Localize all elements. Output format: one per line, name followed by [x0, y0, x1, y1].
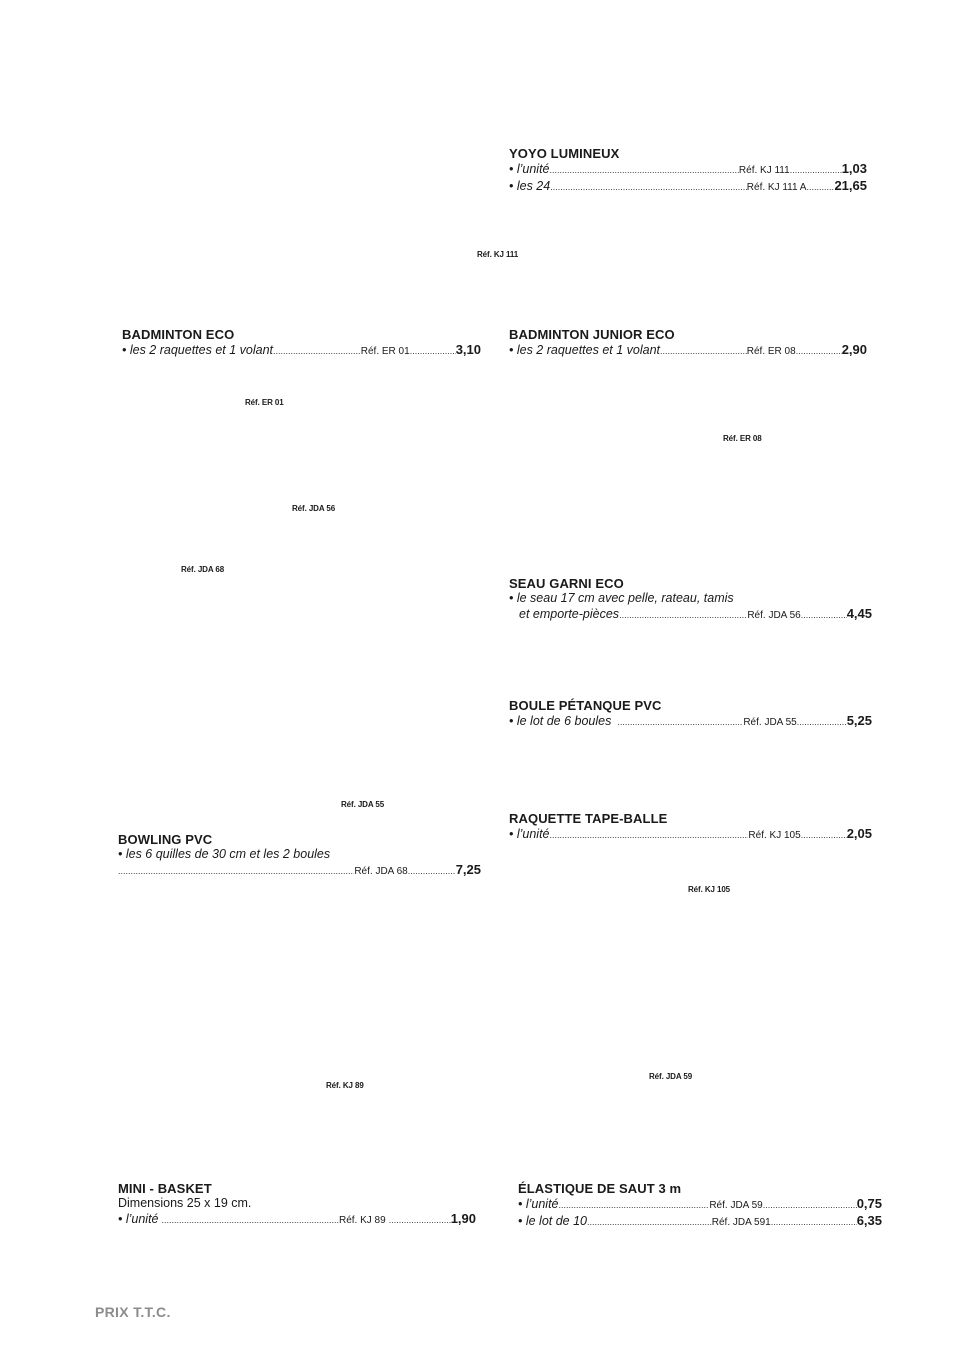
- line-ref: Réf. JDA 591: [711, 1217, 771, 1228]
- description-line: • le seau 17 cm avec pelle, rateau, tamis: [509, 591, 734, 605]
- line-ref: Réf. KJ 89: [338, 1215, 386, 1226]
- line-label: • l’unité: [518, 1197, 559, 1211]
- image-caption-er01: Réf. ER 01: [245, 398, 284, 407]
- line-price: 7,25: [455, 862, 481, 877]
- footer-price-note: PRIX T.T.C.: [95, 1304, 171, 1320]
- line-label: et emporte-pièces: [519, 607, 620, 621]
- image-caption-kj89: Réf. KJ 89: [326, 1081, 364, 1090]
- line-label: • les 2 raquettes et 1 volant: [509, 343, 660, 357]
- product-title: BADMINTON ECO: [122, 327, 235, 342]
- price-line: [118, 1211, 476, 1228]
- dot-leader: [162, 1213, 339, 1228]
- product-badminton-junior: [509, 327, 867, 359]
- dot-leader: [410, 344, 456, 359]
- product-basket: [118, 1181, 476, 1228]
- line-label: • l’unité: [509, 827, 550, 841]
- image-caption-er08: Réf. ER 08: [723, 434, 762, 443]
- line-ref: Réf. JDA 56: [747, 610, 801, 621]
- product-yoyo: [509, 146, 867, 195]
- dot-leader: [619, 608, 747, 623]
- price-line: [509, 161, 867, 178]
- product-seau: [509, 576, 872, 623]
- dot-leader: [408, 864, 456, 879]
- line-price: 0,75: [856, 1196, 882, 1211]
- dot-leader: [550, 828, 749, 843]
- price-line: [122, 342, 481, 359]
- dot-leader: [806, 180, 834, 195]
- line-price: 1,03: [841, 161, 867, 176]
- dot-leader: [790, 163, 842, 178]
- line-price: 5,25: [846, 713, 872, 728]
- price-line: [509, 713, 872, 730]
- line-ref: Réf. ER 01: [360, 346, 410, 357]
- dot-leader: [550, 180, 747, 195]
- dot-leader: [559, 1198, 710, 1213]
- line-price: 2,90: [841, 342, 867, 357]
- line-label: • les 2 raquettes et 1 volant: [122, 343, 273, 357]
- line-label: • l’unité: [118, 1212, 159, 1226]
- product-title: BOULE PÉTANQUE PVC: [509, 698, 662, 713]
- product-title: RAQUETTE TAPE-BALLE: [509, 811, 668, 826]
- line-price: 6,35: [856, 1213, 882, 1228]
- image-caption-kj105: Réf. KJ 105: [688, 885, 731, 894]
- product-elastique: [518, 1181, 882, 1230]
- line-ref: Réf. JDA 68: [354, 866, 408, 877]
- product-title: YOYO LUMINEUX: [509, 146, 620, 161]
- dot-leader: [587, 1215, 712, 1230]
- image-caption-jda55: Réf. JDA 55: [341, 800, 385, 809]
- dot-leader: [660, 344, 747, 359]
- line-ref: Réf. JDA 55: [743, 717, 797, 728]
- dot-leader: [771, 1215, 857, 1230]
- dot-leader: [389, 1213, 451, 1228]
- price-line: [509, 342, 867, 359]
- line-ref: Réf. ER 08: [746, 346, 796, 357]
- line-label: • l’unité: [509, 162, 550, 176]
- product-title: ÉLASTIQUE DE SAUT 3 m: [518, 1181, 682, 1196]
- line-ref: Réf. KJ 105: [748, 830, 801, 841]
- dot-leader: [801, 828, 847, 843]
- dot-leader: [118, 864, 354, 879]
- line-label: • les 24: [509, 179, 551, 193]
- line-label: • le lot de 10: [518, 1214, 588, 1228]
- product-subtitle: Dimensions 25 x 19 cm.: [118, 1196, 252, 1210]
- product-bowling: [118, 832, 481, 879]
- product-badminton-eco: [122, 327, 481, 359]
- image-caption-jda68: Réf. JDA 68: [181, 565, 225, 574]
- image-caption-jda59: Réf. JDA 59: [649, 1072, 693, 1081]
- line-ref: Réf. KJ 111 A: [746, 182, 807, 193]
- image-caption-jda56: Réf. JDA 56: [292, 504, 336, 513]
- dot-leader: [550, 163, 739, 178]
- line-price: 1,90: [450, 1211, 476, 1226]
- price-line: [518, 1196, 882, 1213]
- line-price: 4,45: [846, 606, 872, 621]
- image-caption-kj111: Réf. KJ 111: [477, 250, 519, 259]
- dot-leader: [796, 344, 842, 359]
- dot-leader: [273, 344, 361, 359]
- product-title: BOWLING PVC: [118, 832, 213, 847]
- line-price: 21,65: [834, 178, 867, 193]
- product-title: SEAU GARNI ECO: [509, 576, 624, 591]
- price-line: [518, 1213, 882, 1230]
- line-price: 2,05: [846, 826, 872, 841]
- product-title: MINI - BASKET: [118, 1181, 212, 1196]
- line-ref: Réf. KJ 111: [738, 165, 790, 176]
- dot-leader: [797, 715, 847, 730]
- dot-leader: [763, 1198, 857, 1213]
- dot-leader: [801, 608, 847, 623]
- description-line: • les 6 quilles de 30 cm et les 2 boules: [118, 847, 331, 861]
- price-line: [509, 826, 872, 843]
- product-petanque: [509, 698, 872, 730]
- line-price: 3,10: [455, 342, 481, 357]
- price-line: [118, 862, 481, 879]
- product-raquette: [509, 811, 872, 843]
- product-title: BADMINTON JUNIOR ECO: [509, 327, 675, 342]
- price-line: [509, 178, 867, 195]
- line-label: • le lot de 6 boules: [509, 714, 612, 728]
- price-line: [509, 606, 872, 623]
- line-ref: Réf. JDA 59: [709, 1200, 763, 1211]
- dot-leader: [617, 715, 743, 730]
